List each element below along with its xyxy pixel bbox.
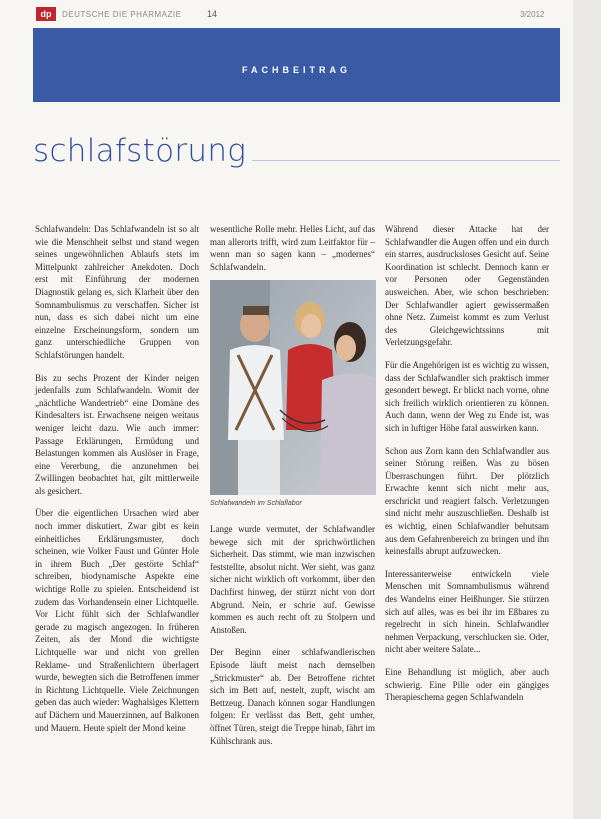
article-photo bbox=[210, 280, 376, 495]
paragraph: Während dieser Attacke hat der Schlafwandler die Augen offen und ein durch ein starres, ausdrucksloses Gesicht auf. Seine Koordination ist schlecht. Dennoch kann er vor Personen oder Gegenständen ausweichen. Aber, wie schon beschrieben: Der Schlafwandler agiert gewissermaßen ohne Netz. Zumeist kommt es zum Verlust des Gleichgewichtssinns mit Verletzungsgefahr. bbox=[385, 224, 549, 348]
page-number: 14 bbox=[207, 9, 218, 19]
paragraph: Eine Behandlung ist möglich, aber auch schwierig. Eine Pille oder ein gängiges Therapieschema gegen Schlafwandeln bbox=[385, 667, 549, 703]
paragraph: Lange wurde vermutet, der Schlafwandler bewege sich mit der sprichwörtlichen Sicherheit. Das stimmt, wie man inzwischen feststellte, absolut nicht. Wer sieht, was ganz sicher nicht wirklich oft vorkommt, über den Dachfirst hinweg, der stürzt nicht von dort Abgrund. Nein, er schrie auf. Gewisse kommen es auch recht oft zu Stolpern und Anstoßen. bbox=[210, 524, 375, 635]
paragraph: Über die eigentlichen Ursachen wird aber noch immer diskutiert. Zwar gibt es kein einheitliches Erklärungsmuster, doch scheinen, wie Volker Faust und Günter Hole in ihrem Buch „Der gestörte Schlaf“ schreiben, biodynamische Aspekte eine wichtige Rolle zu spielen. Entscheidend ist zudem das Vorhandensein einer Lichtquelle. Vor Licht fühlt sich der Schlafwandler gerade zu magisch angezogen. In früheren Zeiten, als der Mond die wichtigste Lichtquelle war und nicht von grellen Reklame- und Straßenlichtern überlagert wurde, bewegten sich die Betroffenen immer in Richtung Lichtquelle. Viele Zeichnungen geben das auch wieder: Waghalsiges Klettern auf Dächern und Mauerzinnen, auf Balkonen und Mauern. Heute spielt der Mond keine bbox=[35, 508, 199, 733]
paragraph: wesentliche Rolle mehr. Helles Licht, auf das man allerorts trifft, wird zum Leitfaktor für – wenn man so sagen kann – „modernes“ Schlafwandeln. bbox=[210, 224, 375, 272]
magazine-name: DEUTSCHE DIE PHARMAZIE bbox=[62, 10, 182, 19]
paragraph: Schon aus Zorn kann den Schlafwandler aus seiner Störung reißen. Was zu bösen Überraschungen führt. Der plötzlich Erwachte kennt sich nicht mehr aus, erschrickt und reagiert falsch. Verletzungen sind nicht mehr auszuschließen. Deshalb ist es wichtig, einen Schlafwandler behutsam aus dem Gefahrenbereich zu bringen und ihn keinesfalls abrupt aufzuwecken. bbox=[385, 445, 549, 557]
page-title: schlafstörung bbox=[33, 133, 252, 169]
text-column-2-bottom bbox=[210, 523, 375, 757]
paragraph: Schlafwandeln: Das Schlafwandeln ist so alt wie die Menschheit selbst und stand wegen seines ungewöhnlichen Ablaufs stets im Mittelpunkt zahlreicher Anekdoten. Doch erst mit Einführung der modernen Diagnostik gelang es, sich Klarheit über den Somnambulismus zu verschaffen. Sicher ist nun, dass es sich dabei nicht um eine einzelne Erscheinungsform, sondern um ganz unterschiedliche Gruppen von Schlafstörungen handelt. bbox=[35, 224, 199, 360]
paragraph: Bis zu sechs Prozent der Kinder neigen jedenfalls zum Schlafwandeln. Womit der „nächtliche Wandertrieb“ eine Domäne des Kindesalters ist. Erwachsene neigen weitaus weniger leicht dazu. Wie auch immer: Passage Erklärungen, Ermüdung und Belastungen kommen als Auslöser in Frage, eine Vererbung, die anzunehmen bei Zwillingen beobachtet hat, gilt mittlerweile als gesichert. bbox=[35, 372, 199, 496]
rubric-label: FACHBEITRAG bbox=[242, 65, 351, 75]
issue-number: 3/2012 bbox=[520, 10, 545, 19]
page-header bbox=[0, 0, 601, 26]
paragraph: Der Beginn einer schlafwandlerischen Episode läuft meist nach demselben „Strickmuster“ ab. Der Betroffene richtet sich im Bett auf, nestelt, zupft, wischt am Bettzeug. Danach können sogar Handlungen folgen: Er verlässt das Bett, geht umher, öffnet Türen, steigt die Treppe hinab, fährt im Kühlschrank aus. bbox=[210, 647, 375, 746]
page-edge bbox=[573, 0, 601, 819]
photo-illustration bbox=[210, 280, 376, 495]
text-column-3 bbox=[385, 223, 549, 714]
paragraph: Interessanterweise entwickeln viele Menschen mit Somnambulismus während des Wandelns einer Heißhunger. Sie stürzen sich auf alles, was es bei ihr im Eßbares zu regelrecht in sich hinein. Schlafwandler nehmen Verpackung, verschlucken sie. Oder, nicht aber weitere Salate... bbox=[385, 568, 549, 655]
photo-caption: Schlafwandeln im Schlaflabor bbox=[210, 500, 302, 507]
text-column-1 bbox=[35, 223, 199, 744]
magazine-logo: dp bbox=[36, 7, 56, 21]
paragraph: Für die Angehörigen ist es wichtig zu wissen, dass der Schlafwandler sich praktisch immer gesondert bewegt. Er blickt nach vorne, ohne sich freilich wirklich orientieren zu können. Auch dann, wenn der Weg zu Ende ist, was sich in luftiger Höhe fatal auswirken kann. bbox=[385, 359, 549, 433]
text-column-2-top bbox=[210, 223, 375, 283]
rubric-band bbox=[33, 28, 560, 102]
